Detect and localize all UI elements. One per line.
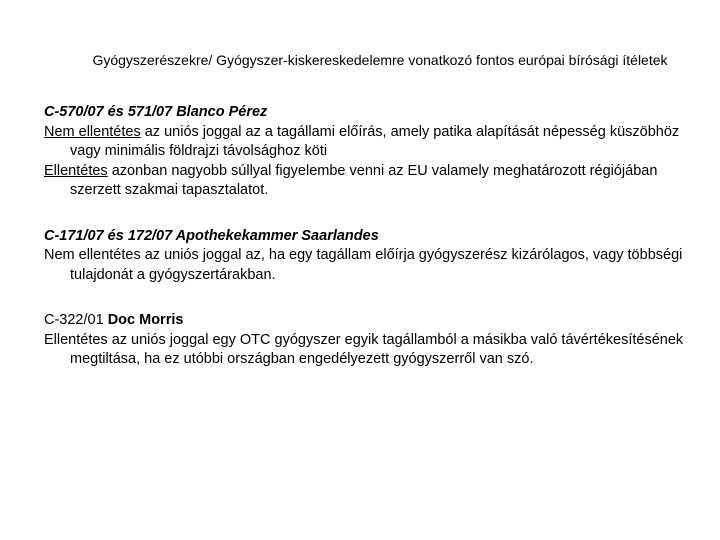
case-party: Doc Morris: [107, 312, 184, 328]
content-body: [44, 103, 684, 396]
underlined-phrase: Nem ellentétes: [44, 123, 141, 140]
case-doc-morris: [44, 311, 684, 370]
page-title: Gyógyszerészekre/ Gyógyszer-kiskereskedelemre vonatkozó fontos európai bírósági ítéletek: [92, 52, 668, 68]
case-apothekekammer-saarlandes: [44, 227, 684, 286]
case-heading: C-570/07 és 571/07 Blanco Pérez: [44, 104, 268, 120]
case-paragraph: [44, 331, 684, 370]
case-heading: C-171/07 és 172/07 Apothekekammer Saarlandes: [44, 227, 379, 244]
case-number: C-322/01: [44, 312, 108, 328]
paragraph-text: Ellentétes az uniós joggal egy OTC gyógyszer egyik tagállamból a másikba való távértékesítésének megtiltása, ha ez utóbbi országban engedélyezett gyógyszerről van szó.: [44, 331, 684, 367]
case-paragraph: [44, 123, 684, 162]
case-heading: [44, 311, 684, 331]
case-blanco-perez: [44, 103, 684, 201]
case-paragraph: [44, 162, 684, 201]
paragraph-text: az uniós joggal az a tagállami előírás, amely patika alapítását népesség küszöbhöz vagy minimális földrajzi távolsághoz köti: [70, 123, 680, 159]
case-paragraph: [44, 246, 684, 285]
underlined-phrase: Ellentétes: [44, 162, 108, 179]
paragraph-text: Nem ellentétes az uniós joggal az, ha egy tagállam előírja gyógyszerész kizárólagos, vagy többségi tulajdonát a gyógyszertárakban.: [44, 247, 683, 283]
paragraph-text: azonban nagyobb súllyal figyelembe venni az EU valamely meghatározott régiójában szerzett szakmai tapasztalatot.: [70, 162, 658, 198]
